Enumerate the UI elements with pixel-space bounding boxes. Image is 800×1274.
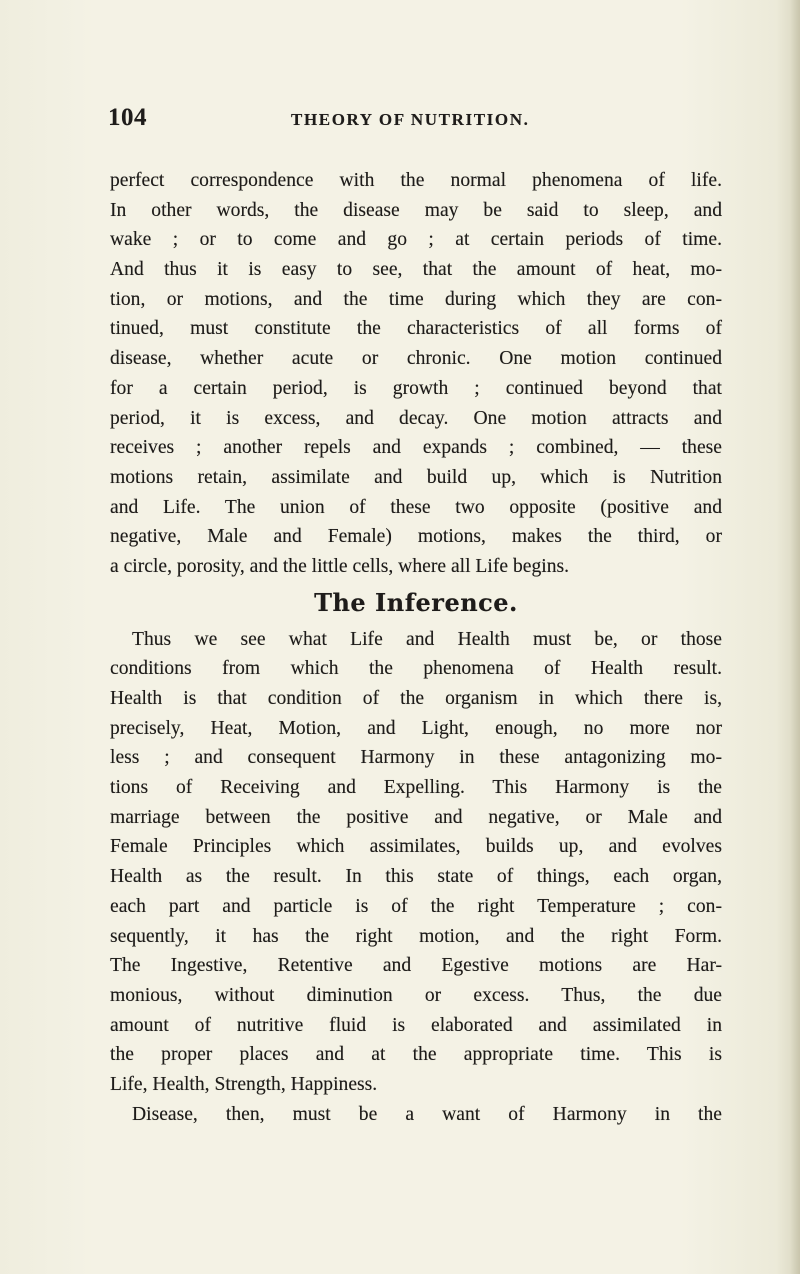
text-line: the proper places and at the appropriate time. This is — [110, 1044, 722, 1066]
text-line: Thus we see what Life and Health must be, or those — [132, 628, 722, 650]
text-line: sequently, it has the right motion, and the right Form. — [110, 925, 722, 947]
text-line: wake ; or to come and go ; at certain periods of time. — [110, 229, 722, 251]
page-header — [108, 104, 718, 134]
text-line: for a certain period, is growth ; continued beyond that — [110, 377, 722, 399]
text-line: Disease, then, must be a want of Harmony in the — [132, 1103, 722, 1125]
text-line: marriage between the positive and negative, or Male and — [110, 806, 722, 828]
running-title: THEORY OF NUTRITION. — [291, 110, 530, 129]
text-line: motions retain, assimilate and build up, which is Nutrition — [110, 466, 722, 488]
text-line: And thus it is easy to see, that the amount of heat, mo- — [110, 259, 722, 281]
text-line: less ; and consequent Harmony in these antagonizing mo- — [110, 747, 722, 769]
text-line: tion, or motions, and the time during which they are con- — [110, 288, 722, 310]
text-line: negative, Male and Female) motions, makes the third, or — [110, 526, 722, 548]
text-line: perfect correspondence with the normal phenomena of life. — [110, 170, 722, 191]
text-line: a circle, porosity, and the little cells, where all Life begins. — [110, 555, 570, 577]
text-line: Health is that condition of the organism in which there is, — [110, 688, 722, 709]
text-line: amount of nutritive fluid is elaborated and assimilated in — [110, 1014, 722, 1036]
text-line: and Life. The union of these two opposite (positive and — [110, 496, 722, 518]
page-edge-shadow — [790, 0, 800, 1274]
text-line: each part and particle is of the right Temperature ; con- — [110, 895, 722, 917]
text-line: In other words, the disease may be said to sleep, and — [110, 199, 722, 221]
text-line: disease, whether acute or chronic. One motion continued — [110, 348, 722, 370]
text-line: period, it is excess, and decay. One motion attracts and — [110, 407, 722, 429]
text-line: precisely, Heat, Motion, and Light, enough, no more nor — [110, 717, 722, 739]
text-line: monious, without diminution or excess. Thus, the due — [110, 984, 722, 1006]
text-line: Life, Health, Strength, Happiness. — [110, 1073, 378, 1095]
text-line: The Ingestive, Retentive and Egestive motions are Har- — [110, 955, 722, 977]
body-text — [110, 166, 722, 1129]
text-line: tions of Receiving and Expelling. This Harmony is the — [110, 777, 722, 799]
page-number: 104 — [108, 104, 147, 131]
text-line: receives ; another repels and expands ; combined, — these — [110, 437, 722, 459]
text-line: Female Principles which assimilates, builds up, and evolves — [110, 836, 722, 858]
text-line: Health as the result. In this state of things, each organ, — [110, 866, 722, 888]
text-line: conditions from which the phenomena of Health result. — [110, 658, 722, 680]
text-line: tinued, must constitute the characteristics of all forms of — [110, 318, 722, 340]
section-heading: The Inference. — [314, 587, 518, 617]
